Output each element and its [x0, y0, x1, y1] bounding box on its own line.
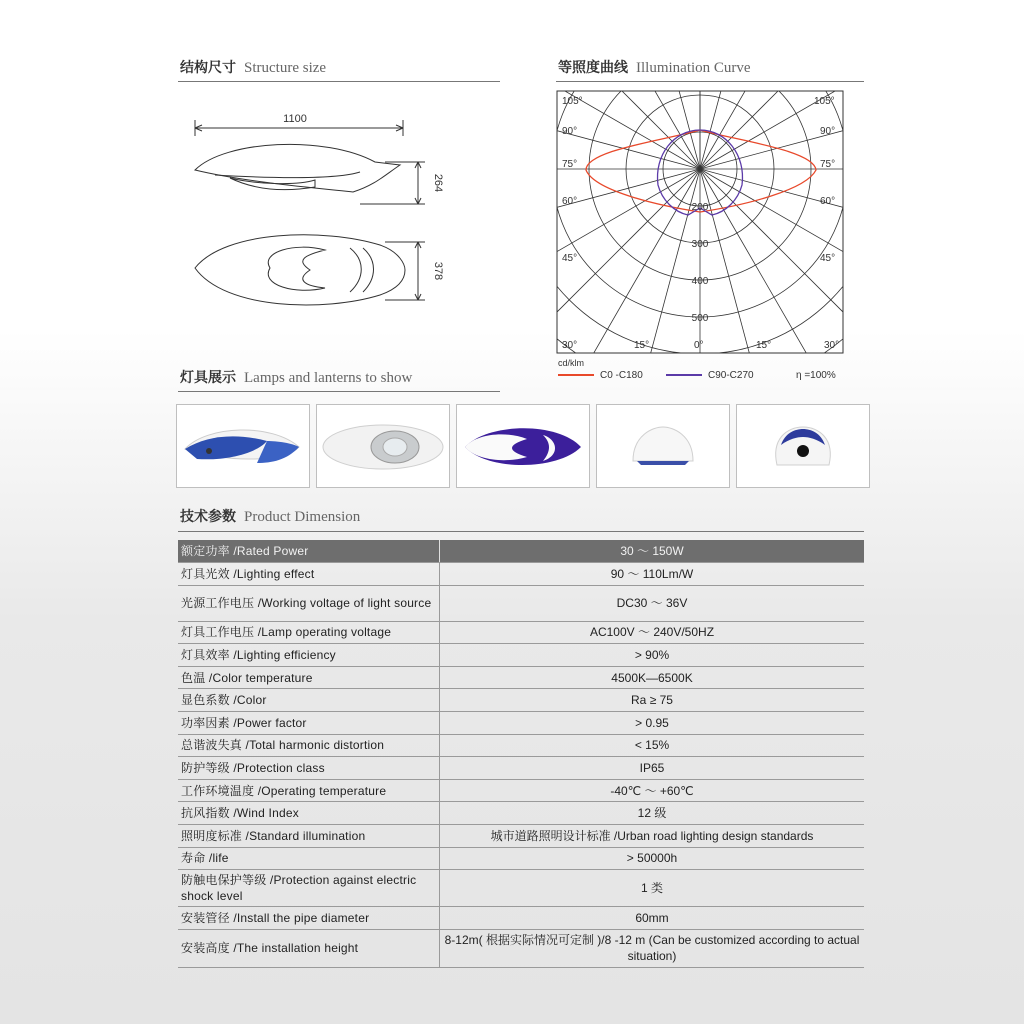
structure-drawing: [185, 100, 455, 315]
spec-label: 防触电保护等级 /Protection against electric shock level: [178, 870, 440, 907]
spec-value: > 50000h: [440, 847, 865, 870]
spec-label: 安装管径 /Install the pipe diameter: [178, 907, 440, 930]
angle-label-left: 90°: [562, 126, 578, 137]
legend-label: C0 -C180: [600, 370, 643, 381]
angle-label-left: 60°: [562, 196, 578, 207]
lamp-photo-front: [596, 404, 730, 488]
length-dimension: 1100: [283, 113, 307, 125]
structure-size-title-cn: 结构尺寸: [180, 60, 236, 76]
width-dimension: 378: [432, 261, 444, 281]
radial-label: 300: [691, 239, 709, 250]
table-row: [178, 734, 864, 757]
spec-value: > 0.95: [440, 712, 865, 735]
product-dimension-title-en: Product Dimension: [244, 509, 361, 525]
spec-label: 防护等级 /Protection class: [178, 757, 440, 780]
table-row: [178, 929, 864, 967]
legend-swatch: [666, 374, 702, 376]
spec-value: Ra ≥ 75: [440, 689, 865, 712]
spec-value: 90 ～ 110Lm/W: [440, 563, 865, 586]
spec-value: AC100V ～ 240V/50HZ: [440, 621, 865, 644]
angle-label-left: 30°: [562, 340, 578, 351]
divider: [178, 531, 864, 532]
angle-label-right: 15°: [756, 340, 772, 351]
radial-label: 400: [691, 276, 709, 287]
illumination-curve-title-cn: 等照度曲线: [558, 60, 628, 76]
spec-label: 显色系数 /Color: [178, 689, 440, 712]
spec-label: 灯具效率 /Lighting efficiency: [178, 644, 440, 667]
spec-value: 8-12m( 根据实际情况可定制 )/8 -12 m (Can be customized according to actual situation): [440, 929, 865, 967]
polar-unit-label: cd/klm: [558, 358, 585, 368]
divider: [178, 391, 500, 392]
legend-swatch: [558, 374, 594, 376]
table-row: [178, 666, 864, 689]
divider: [556, 81, 864, 82]
spec-label: 色温 /Color temperature: [178, 666, 440, 689]
spec-label: 抗风指数 /Wind Index: [178, 802, 440, 825]
legend-c90-c270: [666, 370, 754, 381]
table-row: [178, 779, 864, 802]
lamps-title-cn: 灯具展示: [180, 370, 236, 386]
illumination-curve-title-en: Illumination Curve: [636, 60, 751, 76]
spec-value: < 15%: [440, 734, 865, 757]
spec-label: 工作环境温度 /Operating temperature: [178, 779, 440, 802]
lamps-title: [180, 367, 412, 387]
spec-label: 光源工作电压 /Working voltage of light source: [178, 585, 440, 621]
structure-size-title: [180, 57, 326, 77]
spec-label: 寿命 /life: [178, 847, 440, 870]
lamps-title-en: Lamps and lanterns to show: [244, 370, 413, 386]
radial-label: 200: [691, 202, 709, 213]
table-row: [178, 621, 864, 644]
angle-label-right: 90°: [820, 126, 836, 137]
angle-label-left: 15°: [634, 340, 650, 351]
table-row: [178, 757, 864, 780]
table-row: [178, 644, 864, 667]
lamp-photo-side: [176, 404, 310, 488]
spec-value: 城市道路照明设计标准 /Urban road lighting design standards: [440, 825, 865, 848]
spec-label: 额定功率 /Rated Power: [178, 540, 440, 563]
product-dimension-title: [180, 506, 360, 526]
lamp-photo-top: [456, 404, 590, 488]
lamp-photo-end: [736, 404, 870, 488]
angle-label-left: 105°: [562, 96, 583, 107]
spec-label: 总谐波失真 /Total harmonic distortion: [178, 734, 440, 757]
angle-label-right: 105°: [814, 96, 835, 107]
angle-label-right: 60°: [820, 196, 836, 207]
spec-value: 4500K—6500K: [440, 666, 865, 689]
table-row: [178, 540, 864, 563]
polar-chart: [556, 90, 846, 356]
angle-label-left: 45°: [562, 253, 578, 264]
table-row: [178, 825, 864, 848]
table-row: [178, 712, 864, 735]
spec-table: [178, 540, 864, 968]
spec-label: 照明度标准 /Standard illumination: [178, 825, 440, 848]
spec-value: 30 ～ 150W: [440, 540, 865, 563]
spec-value: 60mm: [440, 907, 865, 930]
spec-value: > 90%: [440, 644, 865, 667]
height-dimension: 264: [432, 173, 444, 193]
spec-value: 12 级: [440, 802, 865, 825]
spec-value: -40℃ ～ +60℃: [440, 779, 865, 802]
structure-size-title-en: Structure size: [244, 60, 327, 76]
spec-label: 灯具光效 /Lighting effect: [178, 563, 440, 586]
illumination-curve-title: [558, 57, 751, 77]
angle-label-right: 30°: [824, 340, 840, 351]
legend-label: C90-C270: [708, 370, 754, 381]
table-row: [178, 802, 864, 825]
angle-label-right: 45°: [820, 253, 836, 264]
spec-label: 安装高度 /The installation height: [178, 929, 440, 967]
product-dimension-title-cn: 技术参数: [180, 509, 236, 525]
spec-value: 1 类: [440, 870, 865, 907]
table-row: [178, 689, 864, 712]
spec-label: 灯具工作电压 /Lamp operating voltage: [178, 621, 440, 644]
spec-value: DC30 ～ 36V: [440, 585, 865, 621]
spec-value: IP65: [440, 757, 865, 780]
divider: [178, 81, 500, 82]
spec-label: 功率因素 /Power factor: [178, 712, 440, 735]
legend-c0-c180: [558, 370, 643, 381]
radial-label: 500: [691, 313, 709, 324]
angle-label-bottom: 0°: [694, 340, 704, 351]
lamp-photo-bottom: [316, 404, 450, 488]
angle-label-right: 75°: [820, 159, 836, 170]
efficiency-label: η =100%: [796, 370, 836, 381]
table-row: [178, 847, 864, 870]
table-row: [178, 907, 864, 930]
table-row: [178, 870, 864, 907]
table-row: [178, 563, 864, 586]
table-row: [178, 585, 864, 621]
angle-label-left: 75°: [562, 159, 578, 170]
